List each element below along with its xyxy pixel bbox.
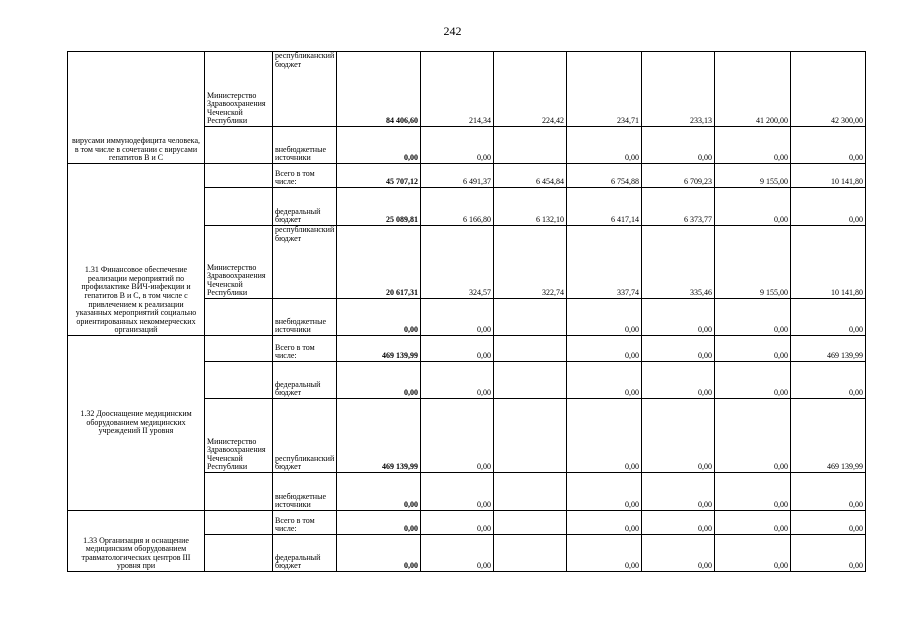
executor-cell [205, 127, 273, 164]
value-cell: 0,00 [642, 127, 715, 164]
value-cell: 0,00 [421, 511, 494, 535]
value-cell: 0,00 [715, 362, 791, 399]
executor-cell [205, 336, 273, 362]
source-cell: федеральный бюджет [273, 188, 337, 226]
executor-cell [205, 299, 273, 336]
value-cell [494, 336, 567, 362]
value-cell: 10 141,80 [791, 164, 866, 188]
value-cell: 0,00 [567, 473, 642, 511]
value-cell: 469 139,99 [791, 399, 866, 473]
budget-table [67, 51, 866, 572]
value-cell [494, 473, 567, 511]
value-cell [494, 511, 567, 535]
value-cell: 0,00 [791, 473, 866, 511]
value-cell: 214,34 [421, 52, 494, 127]
executor-cell: Министерство Здравоохранения Чеченской Республики [205, 399, 273, 473]
value-cell: 0,00 [715, 188, 791, 226]
value-cell: 0,00 [421, 399, 494, 473]
value-cell [494, 127, 567, 164]
executor-cell [205, 473, 273, 511]
value-cell: 0,00 [567, 399, 642, 473]
value-cell: 9 155,00 [715, 226, 791, 299]
value-cell: 0,00 [715, 299, 791, 336]
executor-cell [205, 188, 273, 226]
value-cell: 337,74 [567, 226, 642, 299]
value-cell: 0,00 [791, 127, 866, 164]
value-cell: 0,00 [715, 127, 791, 164]
executor-cell: Министерство Здравоохранения Чеченской Республики [205, 52, 273, 127]
total-cell: 45 707,12 [337, 164, 421, 188]
source-cell: внебюджетные источники [273, 473, 337, 511]
total-cell: 84 406,60 [337, 52, 421, 127]
value-cell: 0,00 [421, 362, 494, 399]
total-cell: 25 089,81 [337, 188, 421, 226]
total-cell: 0,00 [337, 299, 421, 336]
source-cell: федеральный бюджет [273, 362, 337, 399]
value-cell: 0,00 [642, 511, 715, 535]
measure-cell: 1.31 Финансовое обеспечение реализации мероприятий по профилактике ВИЧ-инфекции и гепатитов В и С, в том числе с привлечением к реализации указанных мероприятий социально ориентированных некоммерческих организаций [68, 164, 205, 336]
value-cell: 0,00 [421, 473, 494, 511]
value-cell: 6 166,80 [421, 188, 494, 226]
value-cell: 0,00 [567, 336, 642, 362]
value-cell: 6 754,88 [567, 164, 642, 188]
value-cell: 0,00 [715, 336, 791, 362]
value-cell: 6 417,14 [567, 188, 642, 226]
value-cell: 0,00 [715, 399, 791, 473]
total-cell: 20 617,31 [337, 226, 421, 299]
value-cell: 6 491,37 [421, 164, 494, 188]
value-cell: 233,13 [642, 52, 715, 127]
table-row [68, 336, 866, 362]
value-cell: 0,00 [421, 535, 494, 572]
total-cell: 0,00 [337, 362, 421, 399]
measure-cell: 1.32 Дооснащение медицинским оборудованием медицинских учреждений II уровня [68, 336, 205, 511]
value-cell: 6 454,84 [494, 164, 567, 188]
source-cell: республиканский бюджет [273, 226, 337, 299]
measure-cell: 1.33 Организация и оснащение медицинским оборудованием травматологических центров III уровня при [68, 511, 205, 572]
value-cell [494, 299, 567, 336]
value-cell: 6 373,77 [642, 188, 715, 226]
total-cell: 0,00 [337, 511, 421, 535]
executor-cell [205, 535, 273, 572]
value-cell [494, 362, 567, 399]
source-cell: республиканский бюджет [273, 52, 337, 127]
source-cell: внебюджетные источники [273, 299, 337, 336]
value-cell: 41 200,00 [715, 52, 791, 127]
value-cell: 0,00 [791, 188, 866, 226]
source-cell: федеральный бюджет [273, 535, 337, 572]
source-cell: республиканский бюджет [273, 399, 337, 473]
value-cell: 0,00 [715, 473, 791, 511]
executor-cell [205, 511, 273, 535]
total-cell: 469 139,99 [337, 336, 421, 362]
total-cell: 0,00 [337, 473, 421, 511]
value-cell: 9 155,00 [715, 164, 791, 188]
total-cell: 0,00 [337, 127, 421, 164]
value-cell: 0,00 [567, 511, 642, 535]
value-cell: 0,00 [642, 535, 715, 572]
value-cell: 0,00 [791, 511, 866, 535]
source-cell: Всего в том числе: [273, 336, 337, 362]
value-cell: 469 139,99 [791, 336, 866, 362]
source-cell: внебюджетные источники [273, 127, 337, 164]
executor-cell [205, 164, 273, 188]
value-cell: 0,00 [791, 362, 866, 399]
value-cell: 322,74 [494, 226, 567, 299]
value-cell: 6 709,23 [642, 164, 715, 188]
value-cell: 10 141,80 [791, 226, 866, 299]
total-cell: 469 139,99 [337, 399, 421, 473]
measure-cell: вирусами иммунодефицита человека, в том числе в сочетании с вирусами гепатитов В и С [68, 52, 205, 164]
value-cell: 42 300,00 [791, 52, 866, 127]
source-cell: Всего в том числе: [273, 511, 337, 535]
value-cell: 0,00 [421, 127, 494, 164]
value-cell: 0,00 [567, 127, 642, 164]
executor-cell [205, 362, 273, 399]
page-number: 242 [443, 24, 462, 38]
table-row [68, 52, 866, 127]
table-row [68, 164, 866, 188]
total-cell: 0,00 [337, 535, 421, 572]
value-cell: 324,57 [421, 226, 494, 299]
value-cell: 0,00 [642, 336, 715, 362]
value-cell: 0,00 [642, 299, 715, 336]
value-cell [494, 535, 567, 572]
value-cell: 0,00 [791, 299, 866, 336]
value-cell: 0,00 [567, 299, 642, 336]
value-cell: 0,00 [421, 299, 494, 336]
value-cell: 335,46 [642, 226, 715, 299]
value-cell: 6 132,10 [494, 188, 567, 226]
value-cell: 0,00 [715, 511, 791, 535]
value-cell: 0,00 [715, 535, 791, 572]
value-cell: 0,00 [642, 362, 715, 399]
value-cell: 224,42 [494, 52, 567, 127]
value-cell: 0,00 [567, 535, 642, 572]
table-row [68, 511, 866, 535]
value-cell: 0,00 [642, 399, 715, 473]
value-cell: 0,00 [642, 473, 715, 511]
value-cell: 0,00 [567, 362, 642, 399]
value-cell [494, 399, 567, 473]
value-cell: 0,00 [421, 336, 494, 362]
source-cell: Всего в том числе: [273, 164, 337, 188]
value-cell: 234,71 [567, 52, 642, 127]
value-cell: 0,00 [791, 535, 866, 572]
executor-cell: Министерство Здравоохранения Чеченской Республики [205, 226, 273, 299]
